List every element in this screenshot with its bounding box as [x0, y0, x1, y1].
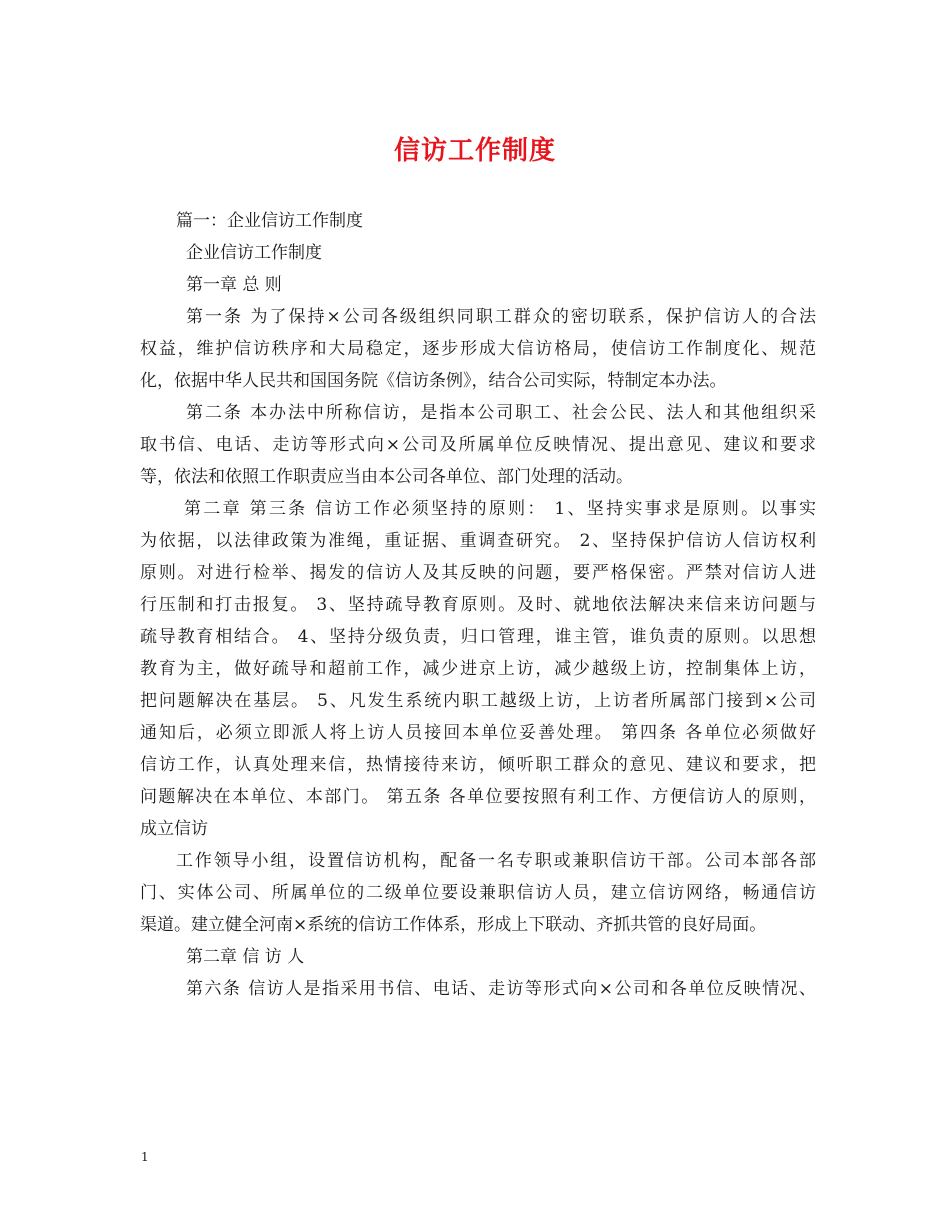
- text-line: 信访工作，认真处理来信，热情接待来访，倾听职工群众的意见、建议和要求，把: [140, 755, 816, 775]
- text-line: 第六条 信访人是指采用书信、电话、走访等形式向×公司和各单位反映情况、: [186, 979, 816, 999]
- text-line: 门、实体公司、所属单位的二级单位要设兼职信访人员，建立信访网络，畅通信访: [140, 883, 816, 903]
- chapter-heading: 第二章 信 访 人: [186, 947, 305, 967]
- text-line: 问题解决在本单位、本部门。 第五条 各单位要按照有利工作、方便信访人的原则，: [140, 787, 816, 807]
- text-line: 渠道。建立健全河南×系统的信访工作体系，形成上下联动、齐抓共管的良好局面。: [140, 915, 767, 935]
- text-line: 第二章 第三条 信访工作必须坚持的原则： 1、坚持实事求是原则。以事实: [184, 499, 816, 519]
- text-line: 取书信、电话、走访等形式向×公司及所属单位反映情况、提出意见、建议和要求: [140, 435, 816, 455]
- text-line: 权益，维护信访秩序和大局稳定，逐步形成大信访格局，使信访工作制度化、规范: [140, 339, 816, 359]
- chapter-heading: 第一章 总 则: [186, 275, 282, 295]
- text-line: 等，依法和依照工作职责应当由本公司各单位、部门处理的活动。: [140, 467, 633, 487]
- text-line: 教育为主，做好疏导和超前工作，减少进京上访，减少越级上访，控制集体上访，: [140, 659, 816, 679]
- text-line: 把问题解决在基层。 5、凡发生系统内职工越级上访，上访者所属部门接到×公司: [140, 691, 816, 711]
- text-line: 第一条 为了保持×公司各级组织同职工群众的密切联系，保护信访人的合法: [186, 307, 816, 327]
- text-line: 行压制和打击报复。 3、坚持疏导教育原则。及时、就地依法解决来信来访问题与: [140, 595, 816, 615]
- text-line: 疏导教育相结合。 4、坚持分级负责，归口管理，谁主管，谁负责的原则。以思想: [140, 627, 816, 647]
- text-line: 化，依据中华人民共和国国务院《信访条例》，结合公司实际，特制定本办法。: [140, 371, 727, 391]
- document-title: 信访工作制度: [393, 136, 556, 166]
- document-body: [140, 205, 816, 1005]
- section-heading: 篇一：企业信访工作制度: [176, 211, 363, 231]
- text-line: 第二条 本办法中所称信访，是指本公司职工、社会公民、法人和其他组织采: [186, 403, 816, 423]
- text-line: 原则。对进行检举、揭发的信访人及其反映的问题，要严格保密。严禁对信访人进: [140, 563, 816, 583]
- text-line: 工作领导小组，设置信访机构，配备一名专职或兼职信访干部。公司本部各部: [176, 851, 816, 871]
- page-number: 1: [141, 1150, 149, 1164]
- text-line: 成立信访: [140, 819, 208, 839]
- text-line: 通知后，必须立即派人将上访人员接回本单位妥善处理。 第四条 各单位必须做好: [140, 723, 816, 743]
- subheading: 企业信访工作制度: [186, 243, 322, 263]
- text-line: 为依据，以法律政策为准绳，重证据、重调查研究。 2、坚持保护信访人信访权利: [140, 531, 816, 551]
